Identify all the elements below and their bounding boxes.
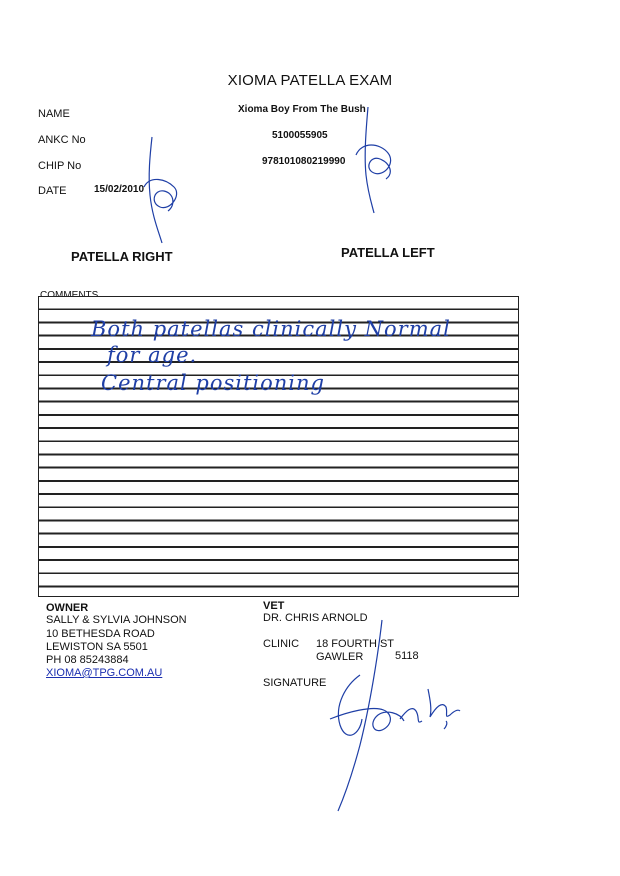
comments-box — [38, 296, 519, 597]
page-title: XIOMA PATELLA EXAM — [227, 72, 393, 89]
owner-line: SALLY & SYLVIA JOHNSON — [46, 614, 187, 626]
name-label: NAME — [38, 108, 70, 120]
comment-line-2: for age. — [107, 343, 198, 367]
clinic-label: CLINIC — [263, 638, 300, 650]
patella-right-heading: PATELLA RIGHT — [71, 249, 173, 264]
ankc-value: 5100055905 — [272, 130, 328, 141]
owner-line: 10 BETHESDA ROAD — [46, 628, 155, 640]
clinic-address-1: 18 FOURTH ST — [316, 638, 395, 650]
initials-signature-mark — [350, 105, 405, 215]
clinic-address-2: GAWLER — [316, 651, 364, 663]
clinic-postcode: 5118 — [395, 650, 419, 662]
chip-value: 978101080219990 — [262, 156, 346, 167]
owner-label: OWNER — [46, 602, 89, 614]
ankc-label: ANKC No — [38, 134, 86, 146]
signature-label: SIGNATURE — [263, 677, 327, 689]
initials-signature-mark — [140, 135, 190, 245]
vet-label: VET — [263, 600, 285, 612]
chip-label: CHIP No — [38, 160, 82, 172]
owner-email-link[interactable]: XIOMA@TPG.COM.AU — [46, 667, 163, 679]
name-value: Xioma Boy From The Bush — [238, 104, 366, 115]
date-label: DATE — [38, 185, 67, 197]
vet-name: DR. CHRIS ARNOLD — [263, 612, 368, 624]
comment-line-1: Both patellas clinically Normal — [91, 317, 451, 341]
owner-line: PH 08 85243884 — [46, 654, 129, 666]
vet-signature-mark — [320, 615, 470, 815]
date-value: 15/02/2010 — [94, 184, 145, 195]
comment-line-3: Central positioning — [101, 371, 325, 395]
owner-line: LEWISTON SA 5501 — [46, 641, 148, 653]
patella-left-heading: PATELLA LEFT — [341, 245, 435, 260]
